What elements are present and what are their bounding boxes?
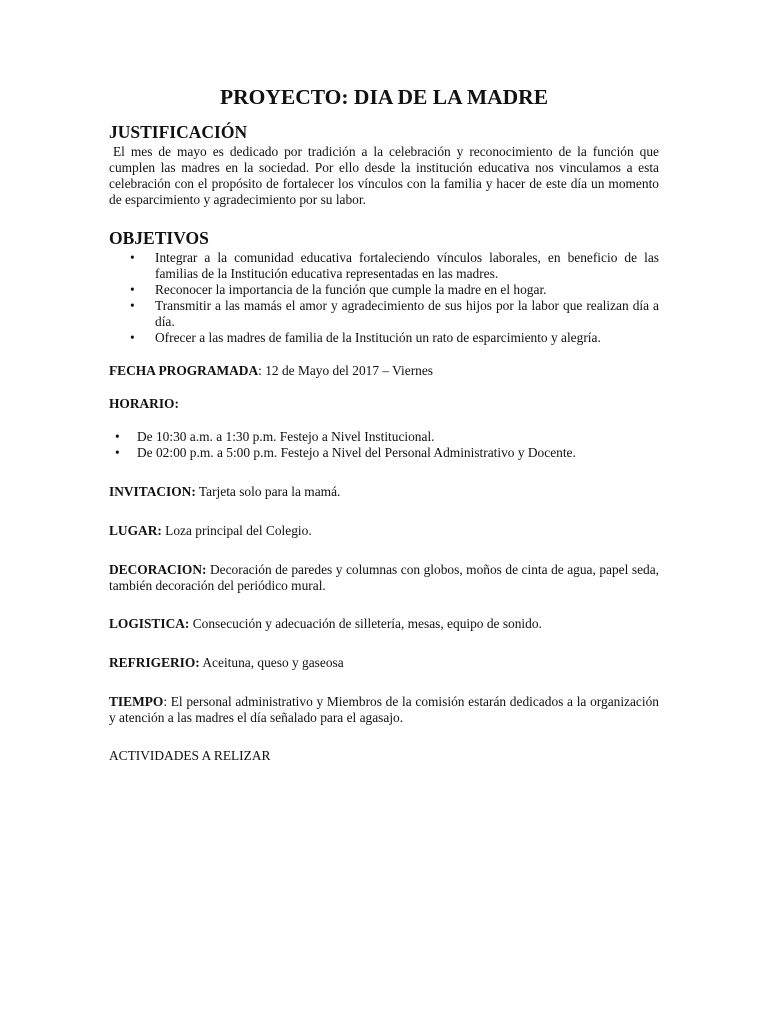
tiempo-label: TIEMPO [109,694,164,709]
decoracion [109,562,659,594]
lugar-value: Loza principal del Colegio. [161,523,312,538]
refrigerio-label: REFRIGERIO: [109,655,200,670]
objetivo-item: • Ofrecer a las madres de familia de la Institución un rato de esparcimiento y alegría. [155,330,659,346]
horario-item: • De 10:30 a.m. a 1:30 p.m. Festejo a Nivel Institucional. [137,429,659,445]
document-title: PROYECTO: DIA DE LA MADRE [219,85,549,109]
refrigerio-value: Aceituna, queso y gaseosa [199,655,344,670]
invitacion-label: INVITACION: [109,484,196,499]
fecha-label: FECHA PROGRAMADA [109,363,259,378]
decoracion-label: DECORACION: [109,562,207,577]
tiempo [109,694,659,726]
logistica-label: LOGISTICA: [109,616,190,631]
lugar-label: LUGAR: [109,523,162,538]
invitacion-value: Tarjeta solo para la mamá. [195,484,341,499]
objetivos-heading: OBJETIVOS [109,228,209,248]
objetivo-item: • Transmitir a las mamás el amor y agradecimiento de sus hijos por la labor que realizan día a día. [155,298,659,330]
refrigerio [109,655,659,671]
objetivos-list [109,250,659,346]
horario [109,396,659,412]
justificacion-heading: JUSTIFICACIÓN [109,122,248,142]
objetivo-item: • Reconocer la importancia de la función que cumple la madre en el hogar. [155,282,659,298]
logistica [109,616,659,632]
justificacion-paragraph: El mes de mayo es dedicado por tradición a la celebración y reconocimiento de la función que cumplen las madres en la sociedad. Por ello desde la institución educativa nos vinculamos a esta celebración con el propósito de fortalecer los vínculos con la familia y hacer de este día un momento de esparcimiento y agradecimiento por su labor. [109,144,659,207]
horario-list [109,429,659,461]
fecha-value: : 12 de Mayo del 2017 – Viernes [258,363,434,378]
tiempo-value: : El personal administrativo y Miembros de la comisión estarán dedicados a la organización y atención a las madres el día señalado para el agasajo. [109,694,659,725]
actividades-heading: ACTIVIDADES A RELIZAR [109,748,271,763]
invitacion [109,484,659,500]
logistica-value: Consecución y adecuación de silletería, mesas, equipo de sonido. [189,616,542,631]
lugar [109,523,659,539]
decoracion-value: Decoración de paredes y columnas con globos, moños de cinta de agua, papel seda, también decoración del periódico mural. [109,562,659,593]
objetivo-item: • Integrar a la comunidad educativa fortaleciendo vínculos laborales, en beneficio de las familias de la Institución educativa representadas en las madres. [155,250,659,282]
horario-item: • De 02:00 p.m. a 5:00 p.m. Festejo a Nivel del Personal Administrativo y Docente. [137,445,659,461]
document-page [109,84,659,764]
horario-label: HORARIO: [109,396,179,411]
fecha-programada [109,363,659,379]
